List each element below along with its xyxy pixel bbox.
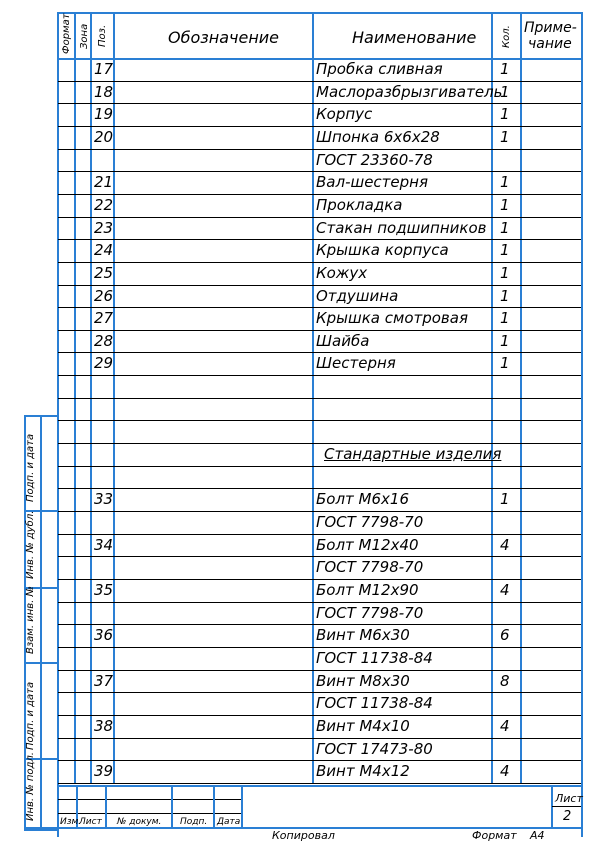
row-name: Корпус bbox=[316, 105, 373, 124]
tb-col2 bbox=[105, 785, 107, 828]
row-name: Винт М6х30 bbox=[316, 626, 410, 645]
row-position: 27 bbox=[94, 309, 114, 328]
header-zone: Зона bbox=[79, 23, 90, 49]
row-name: ГОСТ 7798-70 bbox=[316, 558, 424, 577]
row-position: 29 bbox=[94, 354, 114, 373]
side-stamp-label: Взам. инв. № bbox=[25, 586, 36, 654]
side-stamp-line bbox=[24, 662, 58, 664]
row-name: Винт М4х10 bbox=[316, 716, 410, 735]
row-line bbox=[58, 579, 581, 580]
title-doc-no: № докум. bbox=[117, 817, 162, 827]
row-name: Болт М12х90 bbox=[316, 580, 419, 599]
side-stamp-line bbox=[24, 829, 58, 831]
row-name: Винт М8х30 bbox=[316, 671, 410, 690]
row-name: Стакан подшипников bbox=[316, 218, 487, 237]
side-stamp-label: Инв. № дубл. bbox=[25, 510, 36, 579]
row-quantity: 1 bbox=[500, 263, 510, 282]
row-quantity: 4 bbox=[500, 580, 510, 599]
row-quantity: 1 bbox=[500, 354, 510, 373]
frame-top bbox=[57, 12, 583, 14]
row-line bbox=[58, 556, 581, 557]
row-position: 22 bbox=[94, 195, 114, 214]
row-line bbox=[58, 692, 581, 693]
header-note-line2: чание bbox=[528, 36, 572, 52]
row-name: Крышка смотровая bbox=[316, 309, 468, 328]
row-name: Крышка корпуса bbox=[316, 241, 449, 260]
row-name: ГОСТ 7798-70 bbox=[316, 513, 424, 531]
frame-right bbox=[581, 12, 583, 837]
title-sign: Подп. bbox=[180, 817, 208, 827]
side-stamp-line bbox=[40, 415, 42, 829]
section-heading: Стандартные изделия bbox=[324, 445, 502, 464]
row-name: ГОСТ 17473-80 bbox=[316, 739, 433, 758]
row-quantity: 4 bbox=[500, 762, 510, 781]
header-note-line1: Приме- bbox=[524, 20, 577, 36]
footer-format-label: Формат bbox=[472, 829, 517, 842]
row-line bbox=[58, 488, 581, 489]
row-name: Шестерня bbox=[316, 354, 396, 373]
row-name: Прокладка bbox=[316, 195, 403, 214]
row-name: Пробка сливная bbox=[316, 60, 443, 78]
row-line bbox=[58, 466, 581, 467]
row-quantity: 1 bbox=[500, 331, 510, 350]
title-list: Лист bbox=[79, 817, 102, 827]
row-position: 25 bbox=[94, 263, 114, 282]
row-name: ГОСТ 11738-84 bbox=[316, 648, 433, 667]
header-qty: Кол. bbox=[501, 25, 512, 48]
row-position: 38 bbox=[94, 716, 114, 735]
footer-copied: Копировал bbox=[272, 829, 335, 842]
row-quantity: 1 bbox=[500, 218, 510, 237]
header-format: Формат bbox=[61, 13, 72, 54]
row-line bbox=[58, 624, 581, 625]
row-line bbox=[58, 420, 581, 421]
row-position: 28 bbox=[94, 331, 114, 350]
row-quantity: 6 bbox=[500, 626, 510, 645]
row-line bbox=[58, 443, 581, 444]
row-line bbox=[58, 194, 581, 195]
row-line bbox=[58, 307, 581, 308]
row-name: Болт М6х16 bbox=[316, 490, 410, 509]
row-line bbox=[58, 103, 581, 104]
title-izm: Изм. bbox=[60, 817, 82, 827]
row-position: 35 bbox=[94, 580, 114, 599]
row-name: ГОСТ 11738-84 bbox=[316, 694, 433, 713]
tb-col5 bbox=[241, 785, 243, 828]
sheet-label: Лист bbox=[555, 792, 583, 805]
row-name: Отдушина bbox=[316, 286, 399, 305]
row-name: Болт М12х40 bbox=[316, 535, 419, 554]
row-line bbox=[58, 398, 581, 399]
row-position: 36 bbox=[94, 626, 114, 645]
row-quantity: 1 bbox=[500, 173, 510, 192]
row-line bbox=[58, 352, 581, 353]
row-line bbox=[58, 171, 581, 172]
row-line bbox=[58, 126, 581, 127]
row-quantity: 1 bbox=[500, 309, 510, 328]
row-line bbox=[58, 511, 581, 512]
row-name: ГОСТ 7798-70 bbox=[316, 603, 424, 622]
row-position: 17 bbox=[94, 60, 114, 78]
row-position: 20 bbox=[94, 127, 114, 146]
header-designation: Обозначение bbox=[168, 28, 280, 47]
frame-left bbox=[57, 12, 59, 837]
footer-format-value: А4 bbox=[530, 829, 545, 842]
row-line bbox=[58, 239, 581, 240]
title-top bbox=[57, 785, 583, 787]
tb-col4 bbox=[213, 785, 215, 828]
row-position: 23 bbox=[94, 218, 114, 237]
side-stamp-label: Подп. и дата bbox=[25, 681, 36, 750]
row-name: Шайба bbox=[316, 331, 370, 350]
row-line bbox=[58, 783, 581, 784]
row-name: Вал-шестерня bbox=[316, 173, 429, 192]
row-line bbox=[58, 715, 581, 716]
header-name: Наименование bbox=[352, 28, 477, 47]
side-stamp-line bbox=[24, 415, 58, 417]
row-position: 21 bbox=[94, 173, 114, 192]
title-date: Дата bbox=[217, 817, 241, 827]
row-name: Винт М4х12 bbox=[316, 762, 410, 781]
row-position: 39 bbox=[94, 762, 114, 781]
row-line bbox=[58, 375, 581, 376]
row-quantity: 4 bbox=[500, 535, 510, 554]
row-quantity: 1 bbox=[500, 82, 510, 101]
row-quantity: 1 bbox=[500, 60, 510, 78]
row-name: ГОСТ 23360-78 bbox=[316, 150, 433, 169]
row-quantity: 1 bbox=[500, 286, 510, 305]
side-stamp-label: Инв. № подл. bbox=[25, 752, 36, 821]
row-quantity: 1 bbox=[500, 490, 510, 509]
sheet-number: 2 bbox=[563, 809, 572, 824]
side-stamp-label: Подп. и дата bbox=[25, 433, 36, 502]
tb-col3 bbox=[171, 785, 173, 828]
tb-sheet-mid bbox=[552, 806, 581, 807]
row-quantity: 1 bbox=[500, 127, 510, 146]
row-line bbox=[58, 262, 581, 263]
row-name: Кожух bbox=[316, 263, 368, 282]
row-quantity: 1 bbox=[500, 241, 510, 260]
header-pos: Поз. bbox=[97, 24, 108, 47]
row-line bbox=[58, 760, 581, 761]
row-position: 26 bbox=[94, 286, 114, 305]
row-quantity: 1 bbox=[500, 105, 510, 124]
row-line bbox=[58, 647, 581, 648]
row-quantity: 1 bbox=[500, 195, 510, 214]
row-name: Маслоразбрызгиватель bbox=[316, 82, 503, 101]
row-name: Шпонка 6х6х28 bbox=[316, 127, 440, 146]
row-position: 34 bbox=[94, 535, 114, 554]
row-position: 33 bbox=[94, 490, 114, 509]
row-quantity: 8 bbox=[500, 671, 510, 690]
row-quantity: 4 bbox=[500, 716, 510, 735]
row-position: 18 bbox=[94, 82, 114, 101]
row-position: 24 bbox=[94, 241, 114, 260]
row-position: 19 bbox=[94, 105, 114, 124]
row-position: 37 bbox=[94, 671, 114, 690]
